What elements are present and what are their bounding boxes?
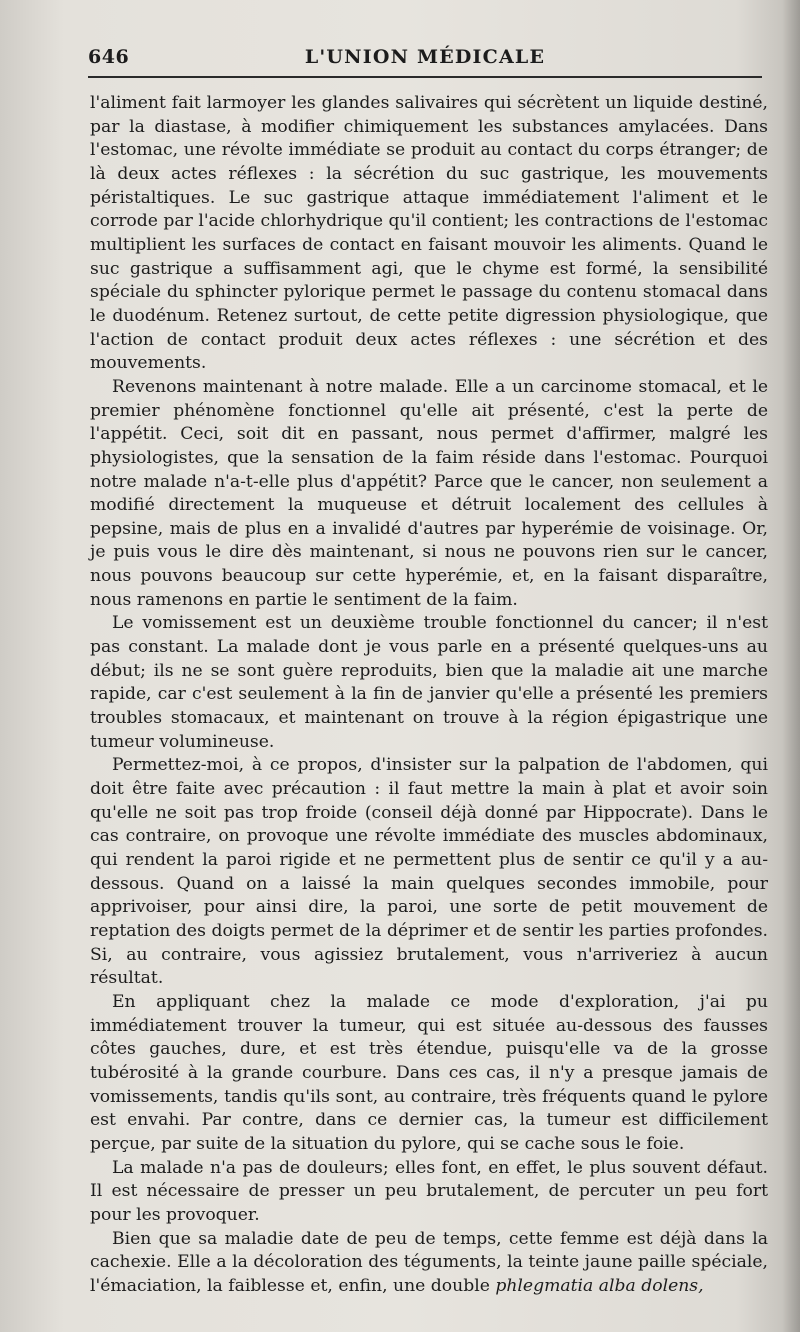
page-header (88, 46, 762, 82)
running-title: L'UNION MÉDICALE (304, 46, 546, 68)
paragraph-4-text: Permettez-moi, à ce propos, d'insister sur la palpation de l'abdomen, qui doit être faite avec précaution : il faut mettre la main à plat et avoir soin qu'elle ne soit pas trop froide (conseil déjà donné par Hippocrate). Dans le cas contraire, on provoque une révolte immédiate des muscles abdominaux, qui rendent la paroi rigide et ne permettent plus de sentir ce qu'il y a au-dessous. Quand on a laissé la main quelques secondes immobile, pour apprivoiser, pour ainsi dire, la paroi, une sorte de petit mouvement de reptation des doigts permet de la déprimer et de sentir les parties profondes. Si, au contraire, vous agissiez brutalement, vous n'arriveriez à aucun résultat. (90, 755, 768, 989)
paragraph-2 (90, 376, 768, 613)
paragraph-7-latin-term: phlegmatia alba dolens, (495, 1275, 704, 1296)
paragraph-6-text: La malade n'a pas de douleurs; elles font, en effet, le plus souvent défaut. Il est nécessaire de presser un peu brutalement, de percuter un peu fort pour les provoquer. (90, 1157, 768, 1225)
body-text (90, 92, 768, 1298)
paragraph-5 (90, 991, 768, 1157)
paragraph-3-text: Le vomissement est un deuxième trouble fonctionnel du cancer; il n'est pas constant. La malade dont je vous parle en a présenté quelques-uns au début; ils ne se sont guère reproduits, bien que la maladie ait une marche rapide, car c'est seulement à la fin de janvier qu'elle a présenté les premiers troubles stomacaux, et maintenant on trouve à la région épigastrique une tumeur volumineuse. (90, 613, 768, 752)
header-rule (88, 76, 762, 78)
paragraph-5-text: En appliquant chez la malade ce mode d'exploration, j'ai pu immédiatement trouver la tumeur, qui est située au-dessous des fausses côtes gauches, dure, et est très étendue, puisqu'elle va de la grosse tubérosité à la grande courbure. Dans ces cas, il n'y a presque jamais de vomissements, tandis qu'ils sont, au contraire, très fréquents quand le pylore est envahi. Par contre, dans ce dernier cas, la tumeur est difficilement perçue, par suite de la situation du pylore, qui se cache sous le foie. (90, 991, 768, 1154)
paragraph-6 (90, 1157, 768, 1228)
paragraph-7 (90, 1228, 768, 1299)
paragraph-4 (90, 754, 768, 991)
paragraph-1-text: l'aliment fait larmoyer les glandes salivaires qui sécrètent un liquide destiné, par la diastase, à modifier chimiquement les substances amylacées. Dans l'estomac, une révolte immédiate se produit au contact du corps étranger; de là deux actes réflexes : la sécrétion du suc gastrique, les mouvements péristaltiques. Le suc gastrique attaque immédiatement l'aliment et le corrode par l'acide chlorhydrique qu'il contient; les contractions de l'estomac multiplient les surfaces de contact en faisant mouvoir les aliments. Quand le suc gastrique a suffisamment agi, que le chyme est formé, la sensibilité spéciale du sphincter pylorique permet le passage du contenu stomacal dans le duodénum. Retenez surtout, de cette petite digression physiologique, que l'action de contact produit deux actes réflexes : une sécrétion et des mouvements. (90, 93, 768, 374)
page-number: 646 (88, 46, 130, 68)
paragraph-1 (90, 92, 768, 376)
paragraph-3 (90, 612, 768, 754)
paragraph-2-text: Revenons maintenant à notre malade. Elle a un carcinome stomacal, et le premier phénomène fonctionnel qu'elle ait présenté, c'est la perte de l'appétit. Ceci, soit dit en passant, nous permet d'affirmer, malgré les physiologistes, que la sensation de la faim réside dans l'estomac. Pourquoi notre malade n'a-t-elle plus d'appétit? Parce que le cancer, non seulement a modifié directement la muqueuse et détruit localement des cellules à pepsine, mais de plus en a invalidé d'autres par hyperémie de voisinage. Or, je puis vous le dire dès maintenant, si nous ne pouvons rien sur le cancer, nous pouvons beaucoup sur cette hyperémie, et, en la faisant disparaître, nous ramenons en partie le sentiment de la faim. (90, 376, 768, 610)
paragraph-7-text: Bien que sa maladie date de peu de temps, cette femme est déjà dans la cachexie. Elle a la décoloration des téguments, la teinte jaune paille spéciale, l'émaciation, la faiblesse et, enfin, une double (90, 1228, 768, 1296)
